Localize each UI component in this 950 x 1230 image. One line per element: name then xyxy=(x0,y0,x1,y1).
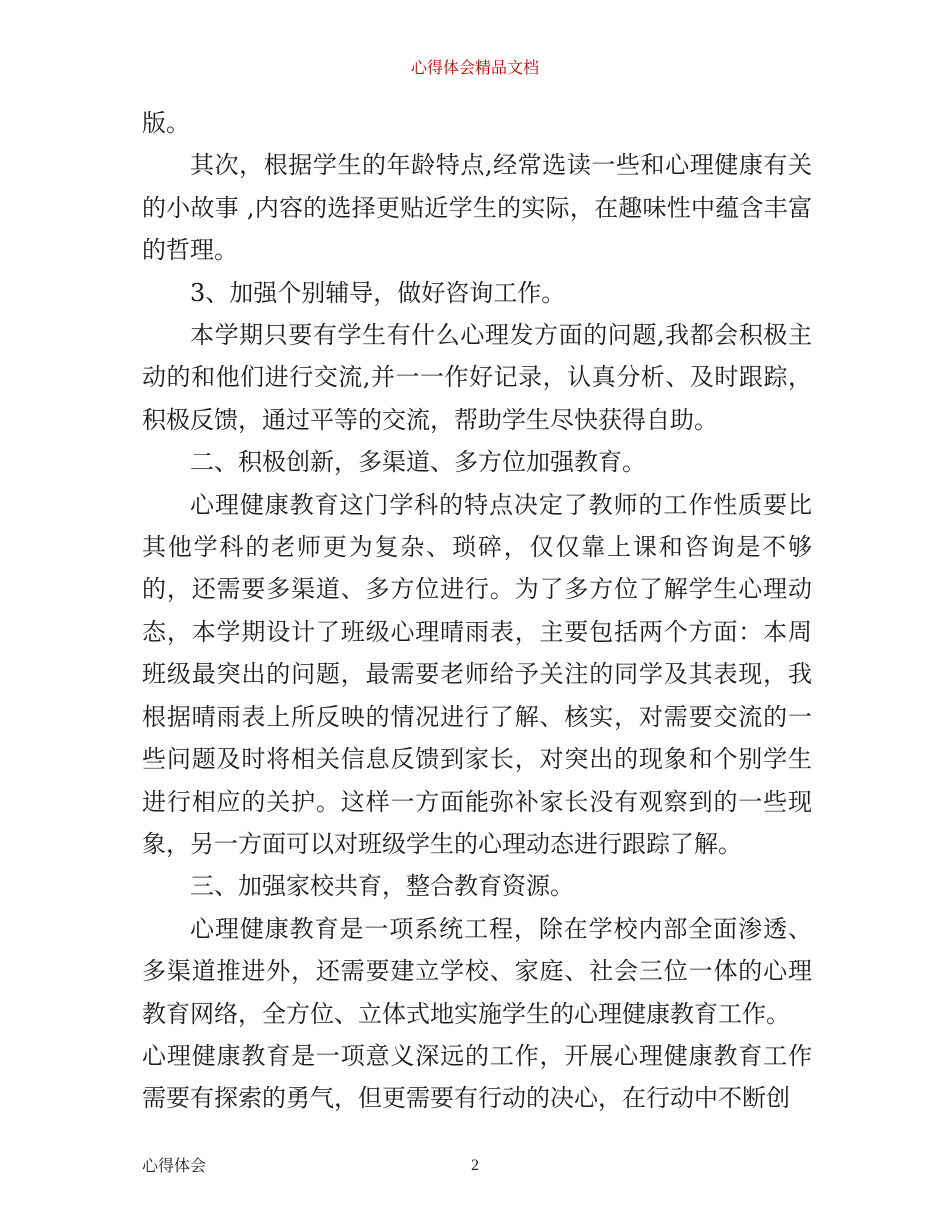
page-header-title: 心得体会精品文档 xyxy=(410,58,539,77)
paragraph: 心理健康教育这门学科的特点决定了教师的工作性质要比其他学科的老师更为复杂、琐碎，仅仅靠上课和咨询是不够的，还需要多渠道、多方位进行。为了多方位了解学生心理动态，本学期设计了班级心理晴雨表，主要包括两个方面：本周班级最突出的问题，最需要老师给予关注的同学及其表现，我根据晴雨表上所反映的情况进行了解、核实，对需要交流的一些问题及时将相关信息反馈到家长，对突出的现象和个别学生进行相应的关护。这样一方面能弥补家长没有观察到的一些现象，另一方面可以对班级学生的心理动态进行跟踪了解。 xyxy=(142,490,812,858)
section-heading: 三、加强家校共育，整合教育资源。 xyxy=(190,872,574,901)
section-heading: 二、积极创新，多渠道、多方位加强教育。 xyxy=(190,448,646,477)
section-heading: 3、加强个别辅导，做好咨询工作。 xyxy=(190,278,566,307)
paragraph: 版。 xyxy=(142,109,190,137)
paragraph: 其次，根据学生的年龄特点,经常选读一些和心理健康有关的小故事 ,内容的选择更贴近学生的实际，在趣味性中蕴含丰富的哲理。 xyxy=(142,151,812,265)
paragraph: 本学期只要有学生有什么心理发方面的问题,我都会积极主动的和他们进行交流,并一一作好记录，认真分析、及时跟踪，积极反馈，通过平等的交流，帮助学生尽快获得自助。 xyxy=(142,321,812,434)
page-number: 2 xyxy=(471,1157,479,1174)
paragraph: 心理健康教育是一项系统工程，除在学校内部全面渗透、多渠道推进外，还需要建立学校、家庭、社会三位一体的心理教育网络，全方位、立体式地实施学生的心理健康教育工作。 xyxy=(142,914,812,1028)
document-body xyxy=(142,102,812,1120)
paragraph: 心理健康教育是一项意义深远的工作，开展心理健康教育工作需要有探索的勇气，但更需要有行动的决心，在行动中不断创 xyxy=(142,1041,812,1113)
footer-label: 心得体会 xyxy=(142,1156,207,1175)
